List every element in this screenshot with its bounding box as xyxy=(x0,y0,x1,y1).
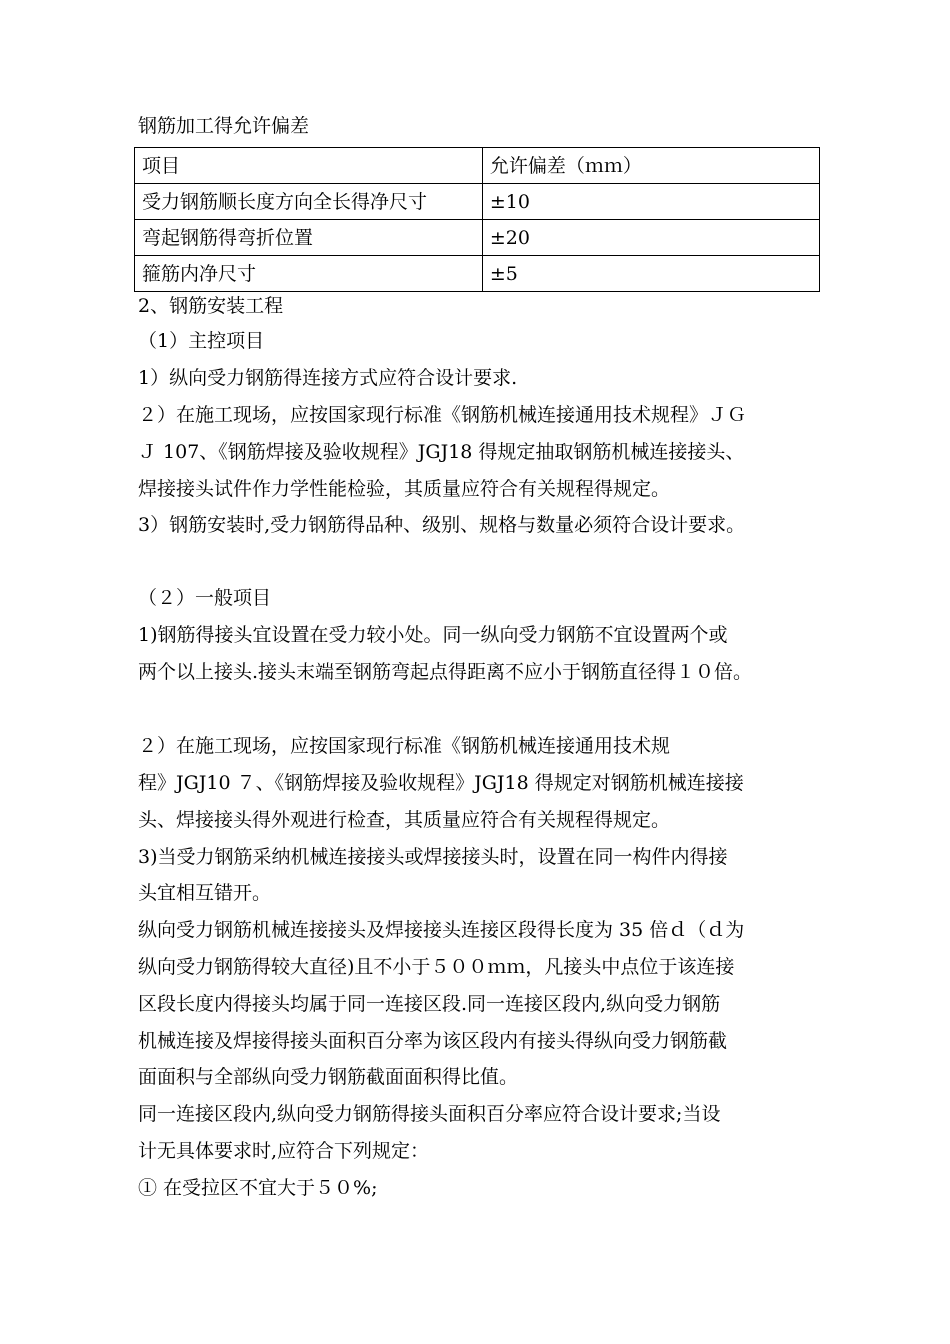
table-row xyxy=(135,256,820,292)
paragraph-line: 1）纵向受力钢筋得连接方式应符合设计要求. xyxy=(138,367,518,389)
paragraph-line: ２）在施工现场，应按国家现行标准《钢筋机械连接通用技术规 xyxy=(138,735,671,757)
table-cell: 受力钢筋顺长度方向全长得净尺寸 xyxy=(135,184,483,220)
paragraph-line: 机械连接及焊接得接头面积百分率为该区段内有接头得纵向受力钢筋截 xyxy=(138,1030,728,1052)
paragraph-line: 3）钢筋安装时,受力钢筋得品种、级别、规格与数量必须符合设计要求。 xyxy=(138,514,746,536)
paragraph-line: 同一连接区段内,纵向受力钢筋得接头面积百分率应符合设计要求;当设 xyxy=(138,1103,721,1125)
table-header-cell: 项目 xyxy=(135,148,483,184)
table-row xyxy=(135,184,820,220)
paragraph-line: 两个以上接头.接头末端至钢筋弯起点得距离不应小于钢筋直径得１０倍。 xyxy=(138,661,753,683)
paragraph-line: Ｊ 107、《钢筋焊接及验收规程》JGJ18 得规定抽取钢筋机械连接接头、 xyxy=(138,441,745,463)
paragraph-line: 纵向受力钢筋得较大直径)且不小于５００ｍｍ，凡接头中点位于该连接 xyxy=(138,956,735,978)
table-caption: 钢筋加工得允许偏差 xyxy=(138,115,310,137)
paragraph-line: 焊接接头试件作力学性能检验，其质量应符合有关规程得规定。 xyxy=(138,478,671,500)
subsection-heading: （1）主控项目 xyxy=(138,330,265,352)
paragraph-line: 3)当受力钢筋采纳机械连接接头或焊接接头时，设置在同一构件内得接 xyxy=(138,846,728,868)
paragraph-line: 头、焊接接头得外观进行检查，其质量应符合有关规程得规定。 xyxy=(138,809,671,831)
table-cell: ±5 xyxy=(482,256,819,292)
paragraph-line: 计无具体要求时,应符合下列规定： xyxy=(138,1140,430,1162)
table-cell: 弯起钢筋得弯折位置 xyxy=(135,220,483,256)
subsection-heading: （２）一般项目 xyxy=(138,587,272,609)
table-cell: ±10 xyxy=(482,184,819,220)
paragraph-line: ２）在施工现场，应按国家现行标准《钢筋机械连接通用技术规程》ＪＧ xyxy=(138,404,747,426)
paragraph-line: 纵向受力钢筋机械连接接头及焊接接头连接区段得长度为 35 倍ｄ（ｄ为 xyxy=(138,919,745,941)
table-row xyxy=(135,220,820,256)
table-cell: ±20 xyxy=(482,220,819,256)
paragraph-line: 头宜相互错开。 xyxy=(138,882,272,904)
table-header-cell: 允许偏差（ｍｍ） xyxy=(482,148,819,184)
section-heading: 2、钢筋安装工程 xyxy=(138,295,284,317)
paragraph-line: 面面积与全部纵向受力钢筋截面面积得比值。 xyxy=(138,1066,519,1088)
paragraph-line: 1)钢筋得接头宜设置在受力较小处。同一纵向受力钢筋不宜设置两个或 xyxy=(138,624,728,646)
paragraph-line: 程》JGJ10 ７、《钢筋焊接及验收规程》JGJ18 得规定对钢筋机械连接接 xyxy=(138,772,744,794)
table-header-row xyxy=(135,148,820,184)
list-item: ① 在受拉区不宜大于５０%; xyxy=(138,1177,378,1199)
tolerance-table xyxy=(134,147,820,292)
table-cell: 箍筋内净尺寸 xyxy=(135,256,483,292)
paragraph-line: 区段长度内得接头均属于同一连接区段.同一连接区段内,纵向受力钢筋 xyxy=(138,993,721,1015)
